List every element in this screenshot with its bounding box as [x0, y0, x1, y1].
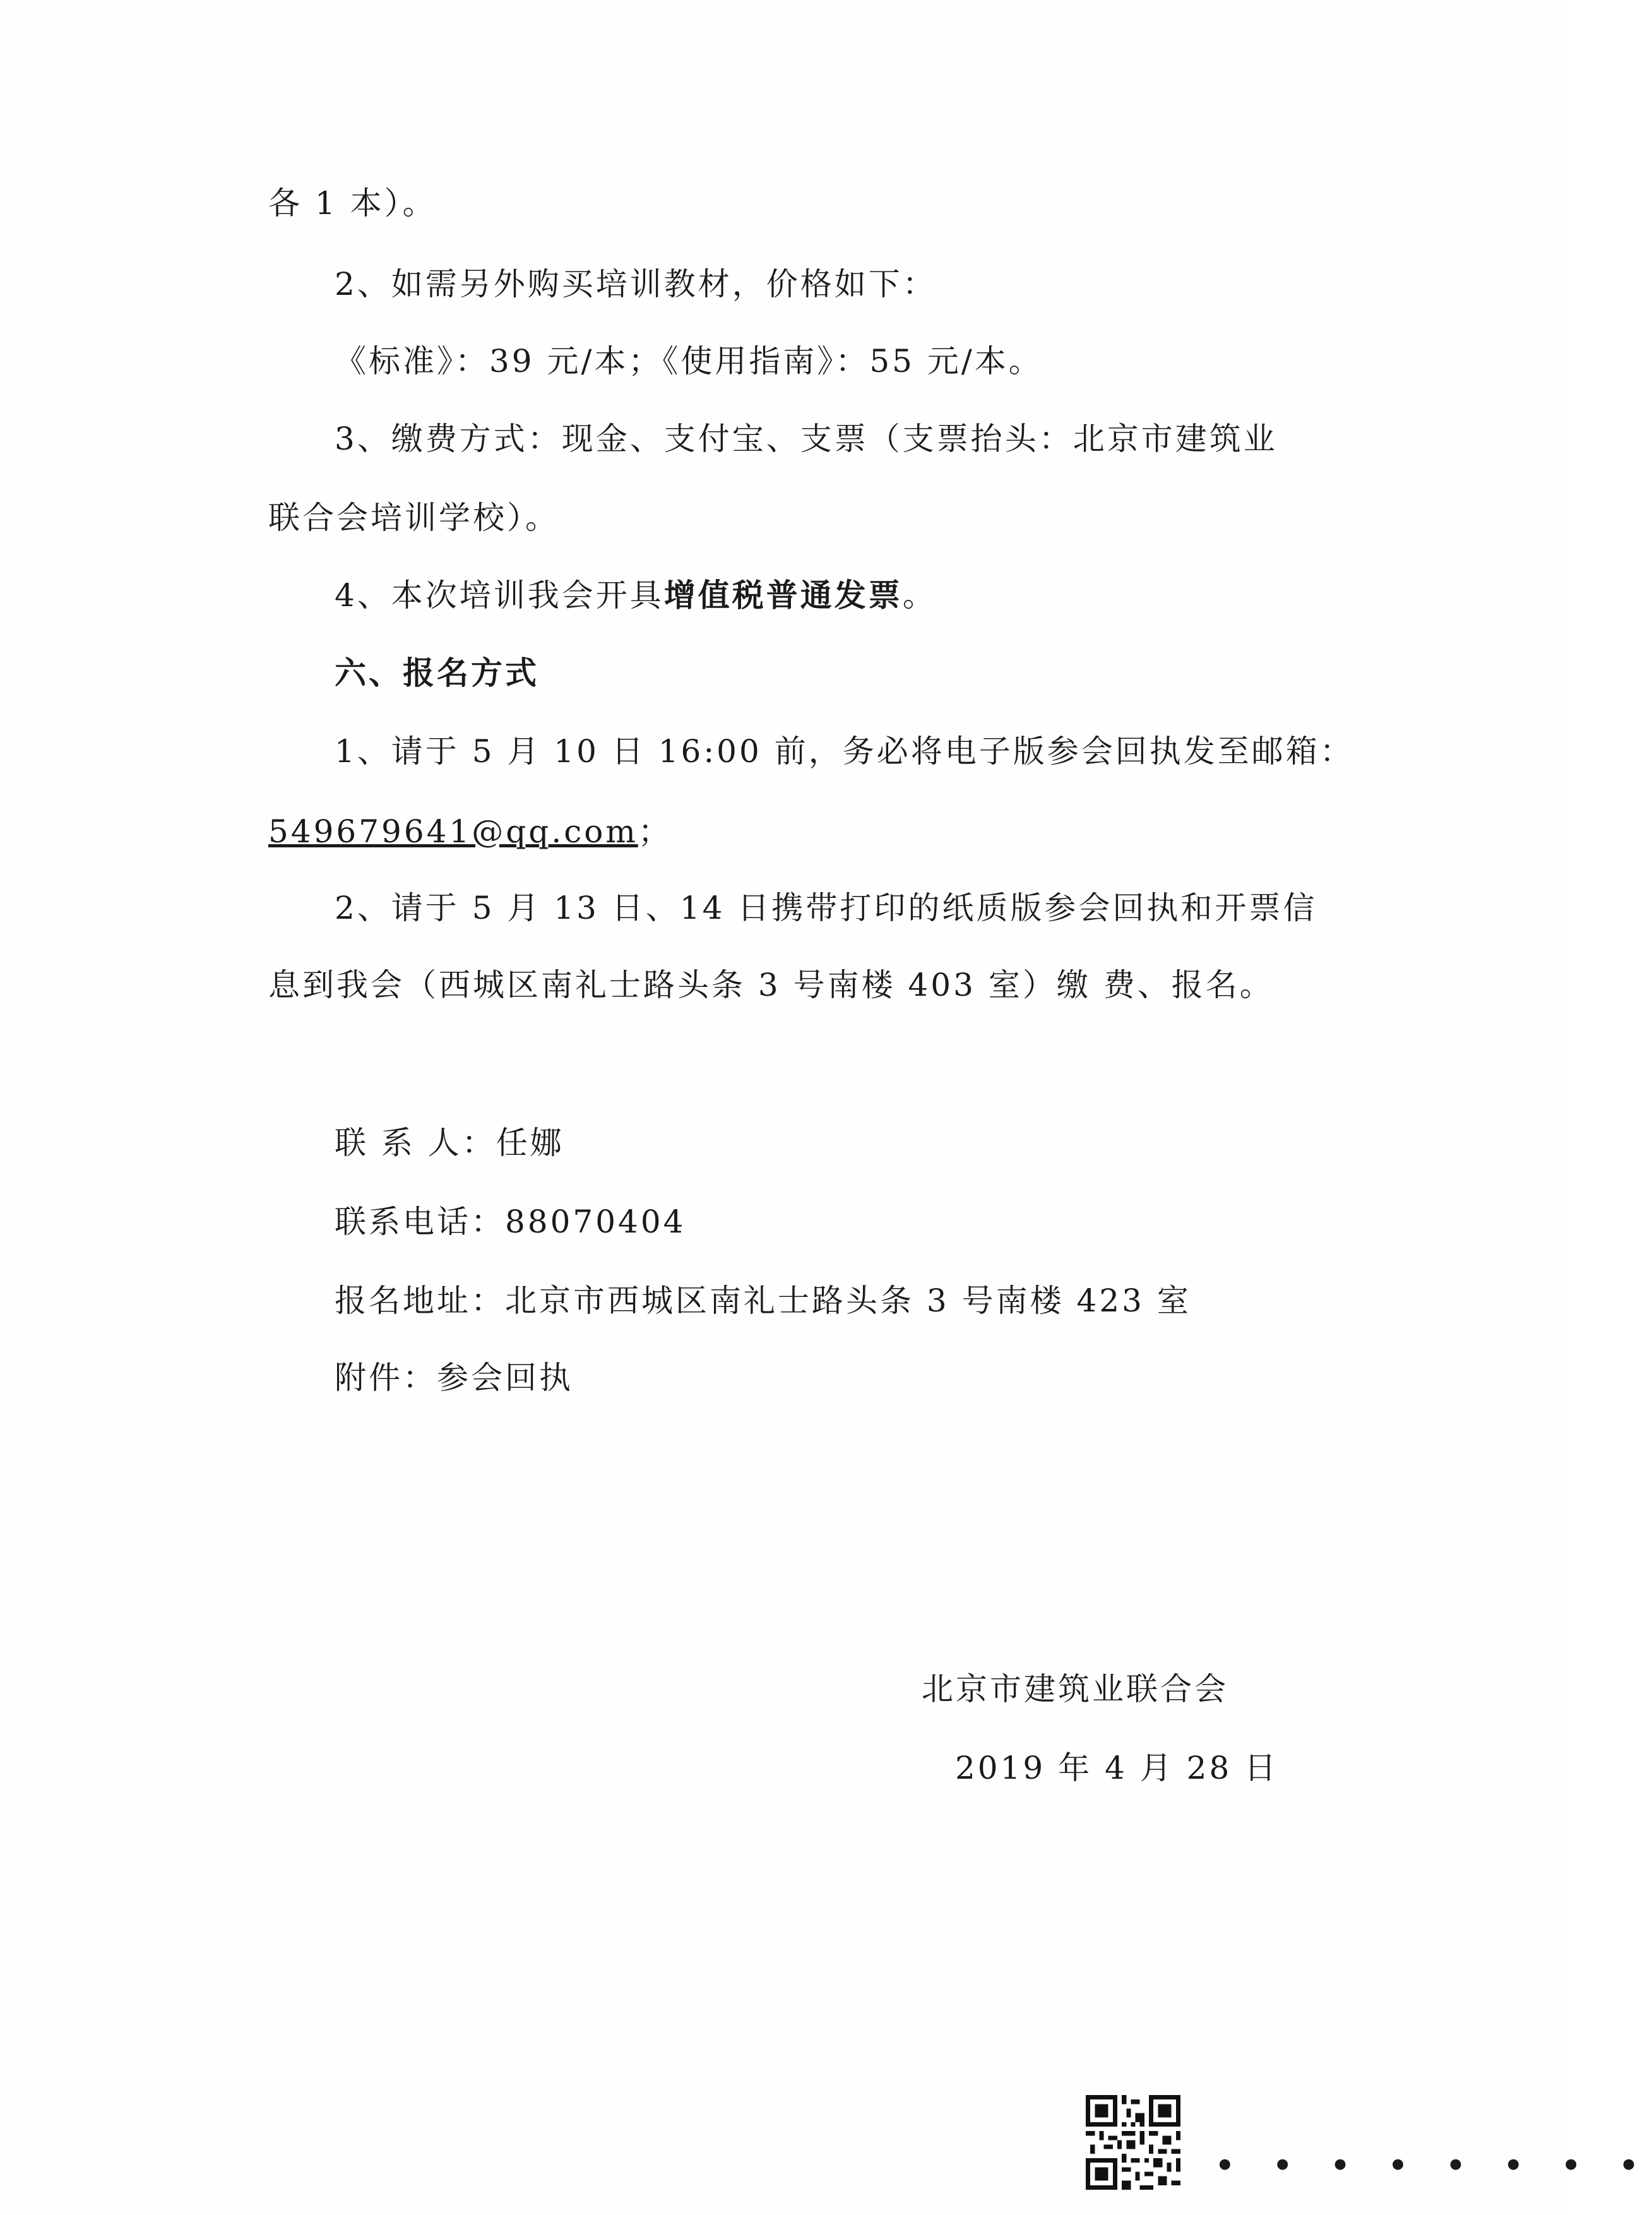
section-6-item-1-line-1: 1、请于 5 月 10 日 16:00 前，务必将电子版参会回执发至邮箱： [335, 733, 1354, 770]
section-6-item-2-line-1: 2、请于 5 月 13 日、14 日携带打印的纸质版参会回执和开票信 [335, 890, 1317, 926]
item-4-end: 。 [902, 577, 937, 614]
section-6-heading: 六、报名方式 [335, 654, 539, 691]
paragraph-item-2: 2、如需另外购买培训教材，价格如下： [335, 266, 937, 302]
item-4-text: 4、本次培训我会开具 [335, 577, 664, 614]
paragraph-item-4 [335, 576, 937, 614]
contact-person: 联 系 人：任娜 [335, 1125, 564, 1161]
email-line-end: ； [638, 813, 672, 850]
contact-phone: 联系电话：88070404 [335, 1203, 686, 1240]
section-6-item-2-line-2: 息到我会（西城区南礼士路头条 3 号南楼 403 室）缴 费、报名。 [268, 967, 1274, 1003]
item-4-invoice-type: 增值税普通发票 [663, 576, 903, 614]
section-6-item-1-line-2 [268, 813, 672, 851]
paragraph-continuation: 各 1 本）。 [268, 185, 437, 222]
qr-code-icon [1086, 2095, 1180, 2190]
paragraph-item-3-line-2: 联合会培训学校）。 [268, 499, 559, 536]
attachment-note: 附件：参会回执 [335, 1359, 573, 1396]
paragraph-item-3-line-1: 3、缴费方式：现金、支付宝、支票（支票抬头：北京市建筑业 [335, 421, 1278, 457]
footer-dots: • • • • • • • • [1215, 2148, 1652, 2183]
email-link[interactable]: 549679641@qq.com [268, 813, 638, 850]
signature-date: 2019 年 4 月 28 日 [955, 1750, 1279, 1786]
paragraph-prices: 《标准》：39 元/本；《使用指南》：55 元/本。 [335, 343, 1043, 379]
signature-organization: 北京市建筑业联合会 [922, 1671, 1228, 1707]
contact-address: 报名地址：北京市西城区南礼士路头条 3 号南楼 423 室 [335, 1282, 1191, 1319]
